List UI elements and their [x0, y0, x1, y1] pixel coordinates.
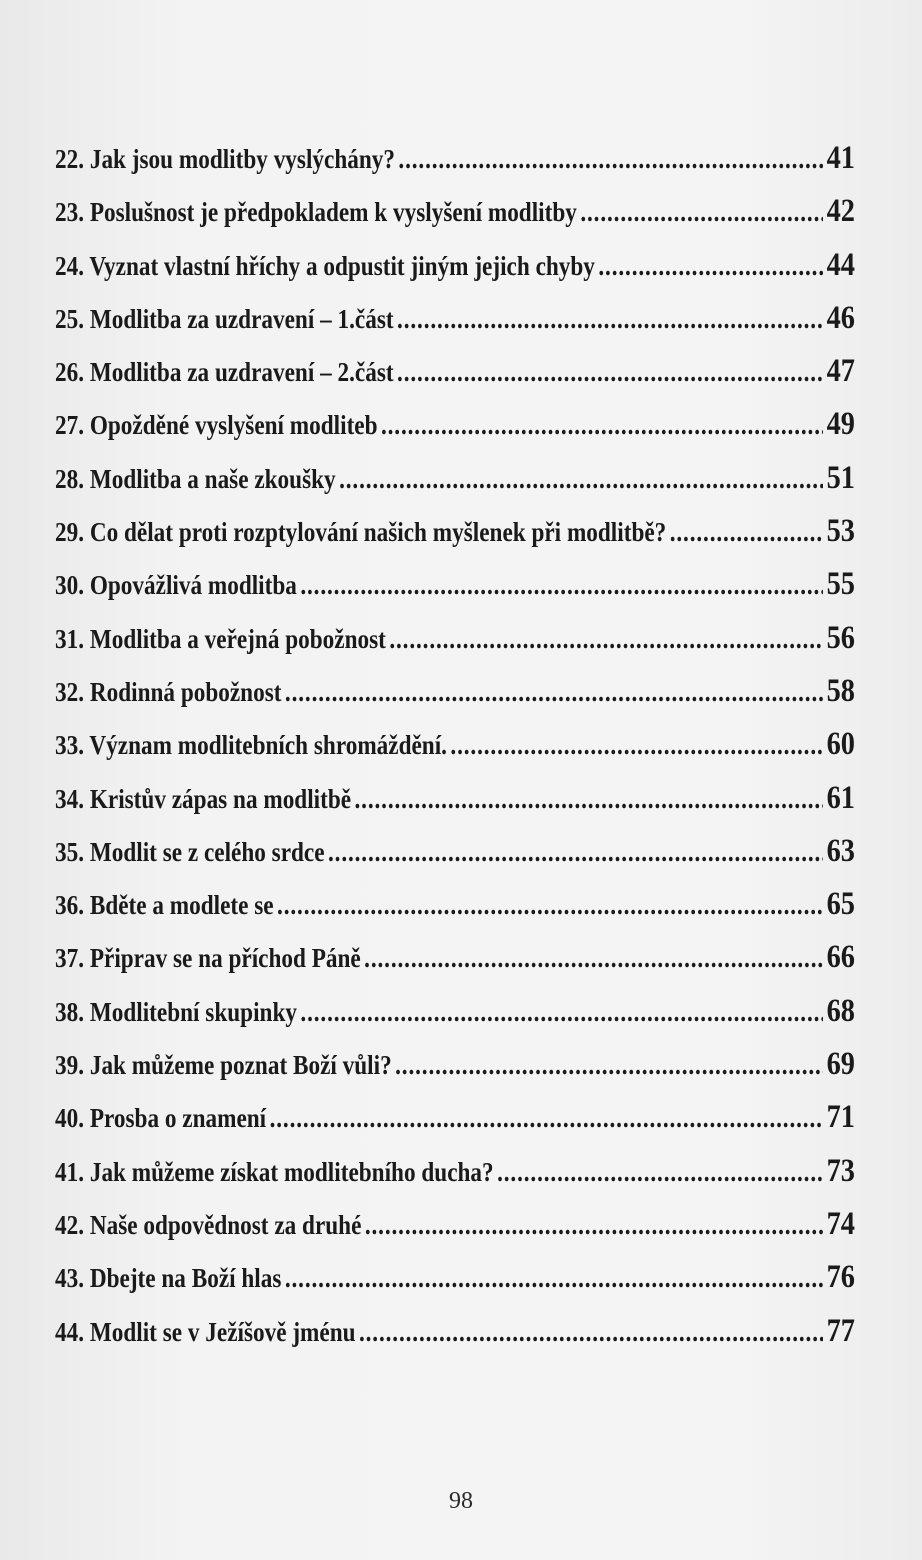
dot-leader: [397, 357, 823, 388]
toc-entry-page-number: 41: [826, 140, 855, 176]
toc-entry-page-number: 44: [826, 246, 855, 283]
toc-entry-page-number: 66: [826, 939, 855, 976]
dot-leader: [670, 517, 823, 548]
dot-leader: [300, 570, 823, 601]
dot-leader: [397, 304, 823, 335]
toc-entry-title: 42. Naše odpovědnost za druhé: [55, 1209, 362, 1240]
toc-entry-page-number: 58: [826, 672, 855, 709]
toc-entry: [55, 513, 855, 566]
dot-leader: [381, 410, 823, 441]
dot-leader: [285, 1263, 823, 1294]
toc-entry-page-number: 60: [826, 726, 855, 763]
dot-leader: [277, 890, 823, 921]
toc-entry-page-number: 49: [826, 406, 855, 443]
toc-entry-page-number: 51: [826, 459, 855, 496]
toc-entry: [55, 1153, 855, 1206]
dot-leader: [398, 144, 823, 175]
toc-entry-title: 44. Modlit se v Ježíšově jménu: [55, 1316, 356, 1347]
toc-entry-title: 35. Modlit se z celého srdce: [55, 836, 325, 867]
dot-leader: [364, 943, 823, 974]
dot-leader: [365, 1210, 823, 1241]
toc-entry-title: 29. Co dělat proti rozptylování našich myšlenek při modlitbě?: [55, 517, 667, 548]
dot-leader: [598, 251, 823, 282]
toc-entry: [55, 1046, 855, 1099]
toc-entry-title: 38. Modlitební skupinky: [55, 996, 297, 1027]
toc-entry: [55, 193, 855, 246]
toc-entry-title: 41. Jak můžeme získat modlitebního ducha?: [55, 1156, 494, 1187]
toc-entry-title: 37. Připrav se na příchod Páně: [55, 943, 361, 974]
toc-entry-page-number: 61: [826, 779, 855, 816]
toc-entry-title: 40. Prosba o znamení: [55, 1103, 267, 1134]
toc-entry-page-number: 74: [826, 1205, 855, 1242]
toc-entry-title: 31. Modlitba a veřejná pobožnost: [55, 623, 386, 654]
dot-leader: [359, 1317, 823, 1348]
toc-entry: [55, 726, 855, 779]
toc-entry: [55, 566, 855, 619]
toc-entry-page-number: 55: [826, 566, 855, 603]
toc-entry: [55, 1099, 855, 1152]
toc-entry-title: 43. Dbejte na Boží hlas: [55, 1263, 282, 1294]
toc-entry-page-number: 42: [826, 193, 855, 230]
toc-entry: [55, 939, 855, 992]
toc-entry-page-number: 76: [826, 1259, 855, 1296]
dot-leader: [300, 997, 823, 1028]
toc-entry-page-number: 47: [826, 353, 855, 390]
toc-entry-page-number: 77: [826, 1312, 855, 1349]
dot-leader: [497, 1157, 823, 1188]
dot-leader: [389, 624, 823, 655]
toc-entry-title: 30. Opovážlivá modlitba: [55, 570, 297, 601]
toc-entry: [55, 353, 855, 406]
toc-entry-title: 39. Jak můžeme poznat Boží vůli?: [55, 1050, 392, 1081]
toc-entry-page-number: 65: [826, 886, 855, 923]
toc-entry-page-number: 46: [826, 299, 855, 336]
toc-entry: [55, 780, 855, 833]
toc-entry-page-number: 53: [826, 513, 855, 550]
toc-entry-title: 32. Rodinná pobožnost: [55, 676, 282, 707]
toc-entry: [55, 140, 855, 193]
toc-entry: [55, 1259, 855, 1312]
toc-entry-page-number: 71: [826, 1099, 855, 1136]
toc-entry-title: 28. Modlitba a naše zkoušky: [55, 463, 336, 494]
dot-leader: [395, 1050, 823, 1081]
toc-entry-title: 24. Vyznat vlastní hříchy a odpustit jiným jejich chyby: [55, 250, 595, 281]
toc-entry: [55, 833, 855, 886]
toc-entry: [55, 247, 855, 300]
dot-leader: [285, 677, 823, 708]
toc-entry-title: 23. Poslušnost je předpokladem k vyslyšení modlitby: [55, 197, 577, 228]
toc-entry: [55, 406, 855, 459]
toc-entry-title: 33. Význam modlitebních shromáždění.: [55, 730, 447, 761]
toc-entry: [55, 886, 855, 939]
toc-entry-page-number: 63: [826, 832, 855, 869]
toc-entry: [55, 673, 855, 726]
toc-entry-title: 26. Modlitba za uzdravení – 2.část: [55, 357, 394, 388]
dot-leader: [270, 1103, 824, 1134]
toc-entry-title: 34. Kristův zápas na modlitbě: [55, 783, 352, 814]
toc-entry: [55, 993, 855, 1046]
page-number: 98: [449, 1488, 473, 1514]
dot-leader: [450, 730, 823, 761]
toc-entry-title: 27. Opožděné vyslyšení modliteb: [55, 410, 378, 441]
toc-entry: [55, 1206, 855, 1259]
toc-entry-page-number: 69: [826, 1046, 855, 1083]
toc-entry-page-number: 56: [826, 619, 855, 656]
toc-entry: [55, 460, 855, 513]
dot-leader: [339, 464, 823, 495]
dot-leader: [580, 197, 823, 228]
table-of-contents: [55, 140, 855, 1366]
toc-entry-title: 22. Jak jsou modlitby vyslýchány?: [55, 144, 395, 174]
toc-entry-title: 36. Bděte a modlete se: [55, 890, 274, 921]
toc-entry-title: 25. Modlitba za uzdravení – 1.část: [55, 303, 394, 334]
dot-leader: [328, 837, 823, 868]
toc-entry-page-number: 68: [826, 992, 855, 1029]
toc-entry: [55, 300, 855, 353]
dot-leader: [355, 784, 824, 815]
toc-entry-page-number: 73: [826, 1152, 855, 1189]
toc-entry: [55, 620, 855, 673]
toc-entry: [55, 1313, 855, 1366]
